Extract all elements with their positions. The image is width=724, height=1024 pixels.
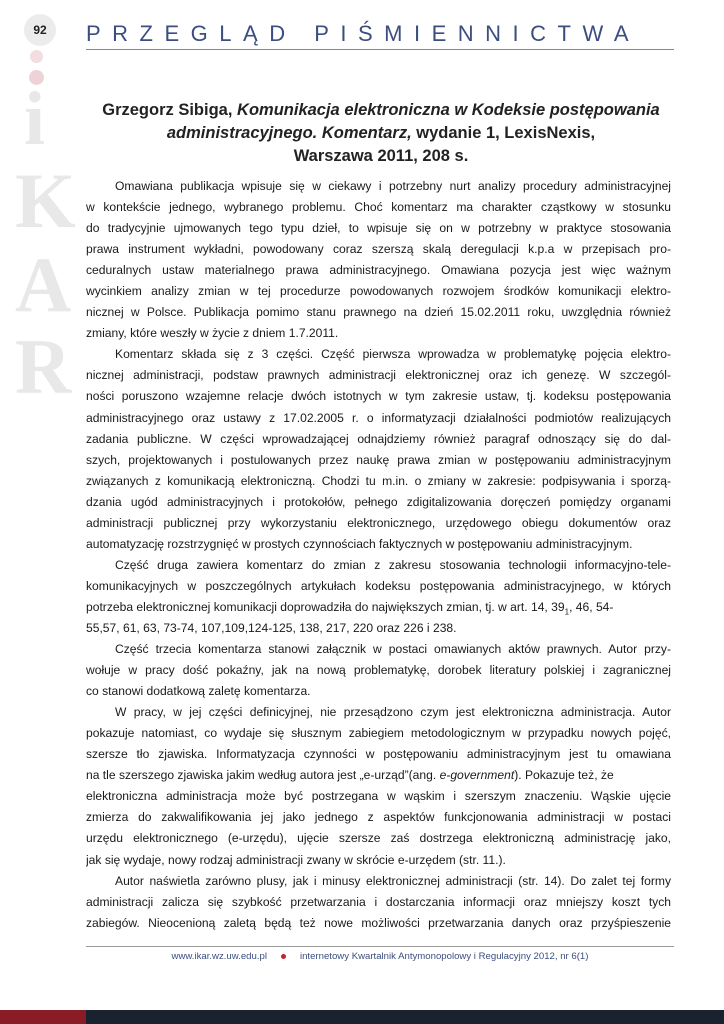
text-line: szersze tło zjawiska. Informatyzacja czynności w postępowaniu administracyjnym jest tu omawiana (86, 747, 671, 762)
text-line: szych, projektowanych i postulowanych przez naukę prawa zmian w postępowaniu administracyjnym (86, 452, 671, 467)
footer-url[interactable]: www.ikar.wz.uw.edu.pl (171, 950, 267, 962)
bottom-bar-accent (0, 1010, 86, 1024)
bullet-icon (281, 954, 286, 959)
text-line: urzędu elektronicznego (e-urzędu), ujęcie szersze zaś dostrzega elektroniczną administrację jako, (86, 831, 671, 846)
text-line: Część trzecia komentarza stanowi załącznik w postaci omawianych aktów prawnych. Autor przy- (115, 642, 671, 657)
text-line: Autor naświetla zarówno plusy, jak i minusy elektronicznej administracji (str. 14). Do zalet tej formy (115, 873, 671, 888)
header-divider (86, 49, 674, 50)
text-line: Omawiana publikacja wpisuje się w ciekawy i potrzebny nurt analizy procedury administracyjnej (115, 179, 671, 193)
heading-line-1 (86, 99, 676, 122)
text-segment: , 46, 54- (569, 599, 614, 614)
text-line: dzania ugód administracyjnych i protokołów, pełnego zdigitalizowania doręczeń pomiędzy organami (86, 494, 671, 509)
text-line: 55,57, 61, 63, 73-74, 107,109,124-125, 138, 217, 220 oraz 226 i 238. (86, 620, 457, 635)
text-line: zmierza do zakwalifikowania jej jako jednego z aspektów funkcjonowania administracji w postaci (86, 810, 671, 825)
text-line: jak się wydaje, nowy rodzaj administracji zwany w skrócie e-urzędem (str. 11.). (86, 852, 506, 867)
text-line: elektroniczna administracja może być postrzegana w wąskim i szerszym znaczeniu. Wąskie ujęcie (86, 789, 671, 804)
text-line: wycinkiem analizy zmian w tej procedurze powodowanych rozwojem środków komunikacji elektro- (86, 284, 671, 299)
text-line: wołuje w pracy dość pokaźny, jak na nową problematykę, dorobek literatury polskiej i zagranicznej (86, 663, 671, 678)
logo-dot (30, 50, 43, 63)
text-line: administracji publicznej przy wykorzystaniu elektronicznego, urzędowego obiegu dokumentów oraz (86, 515, 671, 530)
book-title-cont: administracyjnego. Komentarz, (166, 124, 412, 142)
bottom-bar (86, 1010, 724, 1024)
text-line: Część druga zawiera komentarz do zmian z zakresu stosowania technologii informacyjno-tele- (115, 557, 671, 572)
article-heading (86, 99, 676, 168)
page-footer (86, 949, 674, 963)
italic-term: e-government (439, 768, 515, 783)
footer-divider (86, 946, 674, 947)
article-body (86, 176, 671, 934)
logo-letter-i: i (24, 77, 46, 161)
text-line: zabiegów. Nieocenioną zaletą będą też nowe możliwości przetwarzania danych oraz przyśpieszenie (86, 915, 671, 930)
text-line: komunikacyjnych w poszczególnych artykułach kodeksu postępowania administracyjnego, w których (86, 578, 671, 593)
text-segment: potrzeba elektronicznej komunikacji doprowadziła do największych zmian, tj. w art. 14, 39 (86, 599, 565, 614)
text-line: ceduralnych ustaw materialnego prawa administracyjnego. Omawiana pozycja jest więc ważnym (86, 263, 671, 278)
logo-letter-k: K (15, 157, 76, 244)
text-line: w kontekście jednego, wybranego problemu. Choć komentarz ma charakter cząstkowy w stosunku (86, 200, 671, 215)
section-title: PRZEGLĄD PIŚMIENNICTWA (86, 21, 641, 46)
subscript: 1 (564, 607, 570, 617)
page-number: 92 (24, 14, 56, 46)
footer-journal: internetowy Kwartalnik Antymonopolowy i Regulacyjny 2012, nr 6(1) (299, 950, 589, 962)
ikar-logo (15, 46, 78, 426)
logo-letter-r: R (15, 323, 72, 410)
text-line: co stanowi dodatkową zaletę komentarza. (86, 684, 311, 699)
text-line (86, 765, 671, 786)
heading-line-3: Warszawa 2011, 208 s. (293, 147, 469, 165)
text-line: Komentarz składa się z 3 części. Część pierwsza wprowadza w problematykę pojęcia elektro- (115, 347, 671, 362)
heading-line-2 (86, 122, 676, 145)
logo-letter-a: A (15, 241, 72, 328)
text-line: do tradycyjnie ujmowanych tego typu dzieł, to wpisuje się on w potrzebny w praktyce stosowania (86, 221, 671, 236)
book-title: Komunikacja elektroniczna w Kodeksie postępowania (237, 101, 660, 119)
text-line: administracyjnego oraz ustawy z 17.02.2005 r. o informatyzacji działalności podmiotów realizujących (86, 410, 671, 425)
text-line: ności poruszono wzajemne relacje dwóch istotnych w tym zakresie ustaw, tj. kodeksu postępowania (86, 389, 671, 404)
text-segment: ). Pokazuje też, że (514, 768, 614, 783)
text-line: zmiany, które weszły w życie z dniem 1.7.2011. (86, 326, 339, 341)
author-name: Grzegorz Sibiga, (102, 101, 238, 119)
text-line: nicznej administracji, podstaw prawnych administracji elektronicznej oraz ich genezę. W szczegól- (86, 368, 671, 383)
text-line: prawa instrument wykładni, powodowany coraz szerszą skalą deregulacji k.p.a w przepisach pro- (86, 242, 671, 257)
text-line (86, 597, 671, 618)
text-line: zadania publiczne. W części wprowadzającej odnajdziemy również paragraf odnoszący się do dal- (86, 431, 671, 446)
text-segment: na tle szerszego zjawiska jakim według autora jest „e-urząd”(ang. (86, 768, 440, 783)
text-line: nicznej w Polsce. Publikacja pomimo stanu prawnego na dzień 15.02.2011 roku, uwzględnia również (86, 305, 671, 320)
text-line: związanych z komunikacją elektroniczną. Chodzi tu m.in. o zmiany w zakresie: podpisywania i sporzą- (86, 473, 671, 488)
edition-publisher: wydanie 1, LexisNexis, (411, 124, 596, 142)
text-line: W pracy, w jej części definicyjnej, nie przesądzono czym jest elektroniczna administracja. Autor (115, 705, 671, 720)
text-line: pokazuje natomiast, co wydaje się słusznym zabiegiem metodologicznym w przypadku nowych pojęć, (86, 726, 671, 741)
text-line: automatyzację rozstrzygnięć w prostych czynnościach faktycznych w postępowaniu administracyjnym. (86, 536, 633, 551)
text-line: administracji zalicza się szybkość przetwarzania i dostarczania informacji oraz mniejszy koszt tych (86, 894, 671, 909)
